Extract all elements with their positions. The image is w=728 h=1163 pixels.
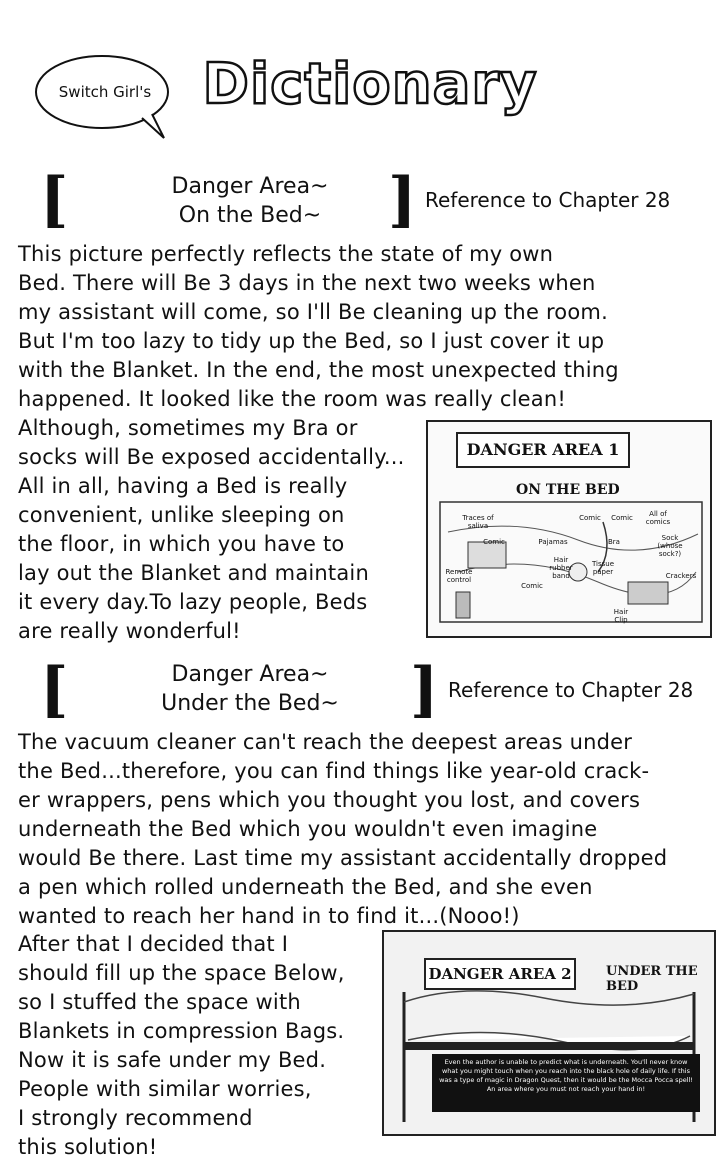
chapter-reference: Reference to Chapter 28 xyxy=(448,678,694,702)
text-line: After that I decided that I xyxy=(18,932,289,956)
section-title-line2: Under the Bed~ xyxy=(161,691,339,716)
bracket-open: [ xyxy=(40,655,69,725)
text-line: the floor, in which you have to xyxy=(18,532,345,556)
bed-frame-drawing xyxy=(384,932,714,1134)
text-line: the Bed...therefore, you can find things like year-old crack- xyxy=(18,759,650,783)
panel-label: Hair Clip xyxy=(613,608,629,624)
text-line: wanted to reach her hand in to find it...(Nooo!) xyxy=(18,904,520,928)
text-line: er wrappers, pens which you thought you lost, and covers xyxy=(18,788,641,812)
bracket-open: [ xyxy=(40,165,69,235)
panel-label: Hair rubber band xyxy=(549,556,573,580)
panel-label: Comic xyxy=(483,538,505,546)
text-line: it every day.To lazy people, Beds xyxy=(18,590,368,614)
manga-panel-bed xyxy=(426,420,712,638)
text-line: All in all, having a Bed is really xyxy=(18,474,348,498)
section-side-text xyxy=(18,930,345,1162)
text-line: underneath the Bed which you wouldn't even imagine xyxy=(18,817,598,841)
panel-heading: DANGER AREA 2 xyxy=(424,958,576,990)
panel-label: Sock (whose sock?) xyxy=(657,534,683,558)
panel-label: All of comics xyxy=(645,510,671,526)
panel-label: Remote control xyxy=(445,568,473,584)
section-title xyxy=(120,172,380,230)
text-line: lay out the Blanket and maintain xyxy=(18,561,369,585)
panel-label: Pajamas xyxy=(538,538,568,546)
text-line: But I'm too lazy to tidy up the Bed, so I just cover it up xyxy=(18,329,605,353)
text-line: This picture perfectly reflects the state of my own xyxy=(18,242,554,266)
text-line: happened. It looked like the room was really clean! xyxy=(18,387,566,411)
text-line: Although, sometimes my Bra or xyxy=(18,416,358,440)
manga-panel-under-bed xyxy=(382,930,716,1136)
text-line: with the Blanket. In the end, the most unexpected thing xyxy=(18,358,619,382)
bubble-label: Switch Girl's xyxy=(58,83,152,101)
panel-label: Traces of saliva xyxy=(462,514,494,530)
text-line: would Be there. Last time my assistant accidentally dropped xyxy=(18,846,668,870)
section-title-line2: On the Bed~ xyxy=(178,203,322,228)
panel-heading: DANGER AREA 1 xyxy=(456,432,630,468)
bracket-close: ] xyxy=(410,655,439,725)
panel-label: Tissue paper xyxy=(591,560,615,576)
panel-subheading: UNDER THE BED xyxy=(606,964,698,994)
text-line: this solution! xyxy=(18,1135,158,1159)
text-line: my assistant will come, so I'll Be cleaning up the room. xyxy=(18,300,608,324)
panel-label: Comic xyxy=(579,514,601,522)
section-side-text xyxy=(18,414,404,646)
panel-label: Comic xyxy=(521,582,543,590)
section-paragraph xyxy=(18,240,619,414)
panel-label: Comic xyxy=(611,514,633,522)
section-title-line1: Danger Area~ xyxy=(171,174,329,199)
text-line: a pen which rolled underneath the Bed, and she even xyxy=(18,875,593,899)
text-line: People with similar worries, xyxy=(18,1077,312,1101)
panel-label: Bra xyxy=(608,538,620,546)
panel-caption: Even the author is unable to predict what is underneath. You'll never know what you might touch when you reach into the black hole of daily life. If this was a type of magic in Dragon Quest, then it would be the Mocca Pocca spell! An area where you must not reach your hand in! xyxy=(439,1058,693,1093)
chapter-reference: Reference to Chapter 28 xyxy=(425,188,671,212)
text-line: socks will Be exposed accidentally... xyxy=(18,445,405,469)
text-line: Bed. There will Be 3 days in the next two weeks when xyxy=(18,271,596,295)
panel-label: Crackers xyxy=(665,572,697,580)
page-title: Dictionary xyxy=(202,52,538,117)
section-title xyxy=(120,660,380,718)
section-paragraph xyxy=(18,728,667,931)
text-line: Blankets in compression Bags. xyxy=(18,1019,345,1043)
text-line: should fill up the space Below, xyxy=(18,961,345,985)
text-line: The vacuum cleaner can't reach the deepest areas under xyxy=(18,730,633,754)
text-line: so I stuffed the space with xyxy=(18,990,301,1014)
text-line: Now it is safe under my Bed. xyxy=(18,1048,327,1072)
text-line: convenient, unlike sleeping on xyxy=(18,503,345,527)
text-line: I strongly recommend xyxy=(18,1106,253,1130)
section-title-line1: Danger Area~ xyxy=(171,662,329,687)
text-line: are really wonderful! xyxy=(18,619,241,643)
panel-subheading: ON THE BED xyxy=(516,482,620,498)
bracket-close: ] xyxy=(388,165,417,235)
